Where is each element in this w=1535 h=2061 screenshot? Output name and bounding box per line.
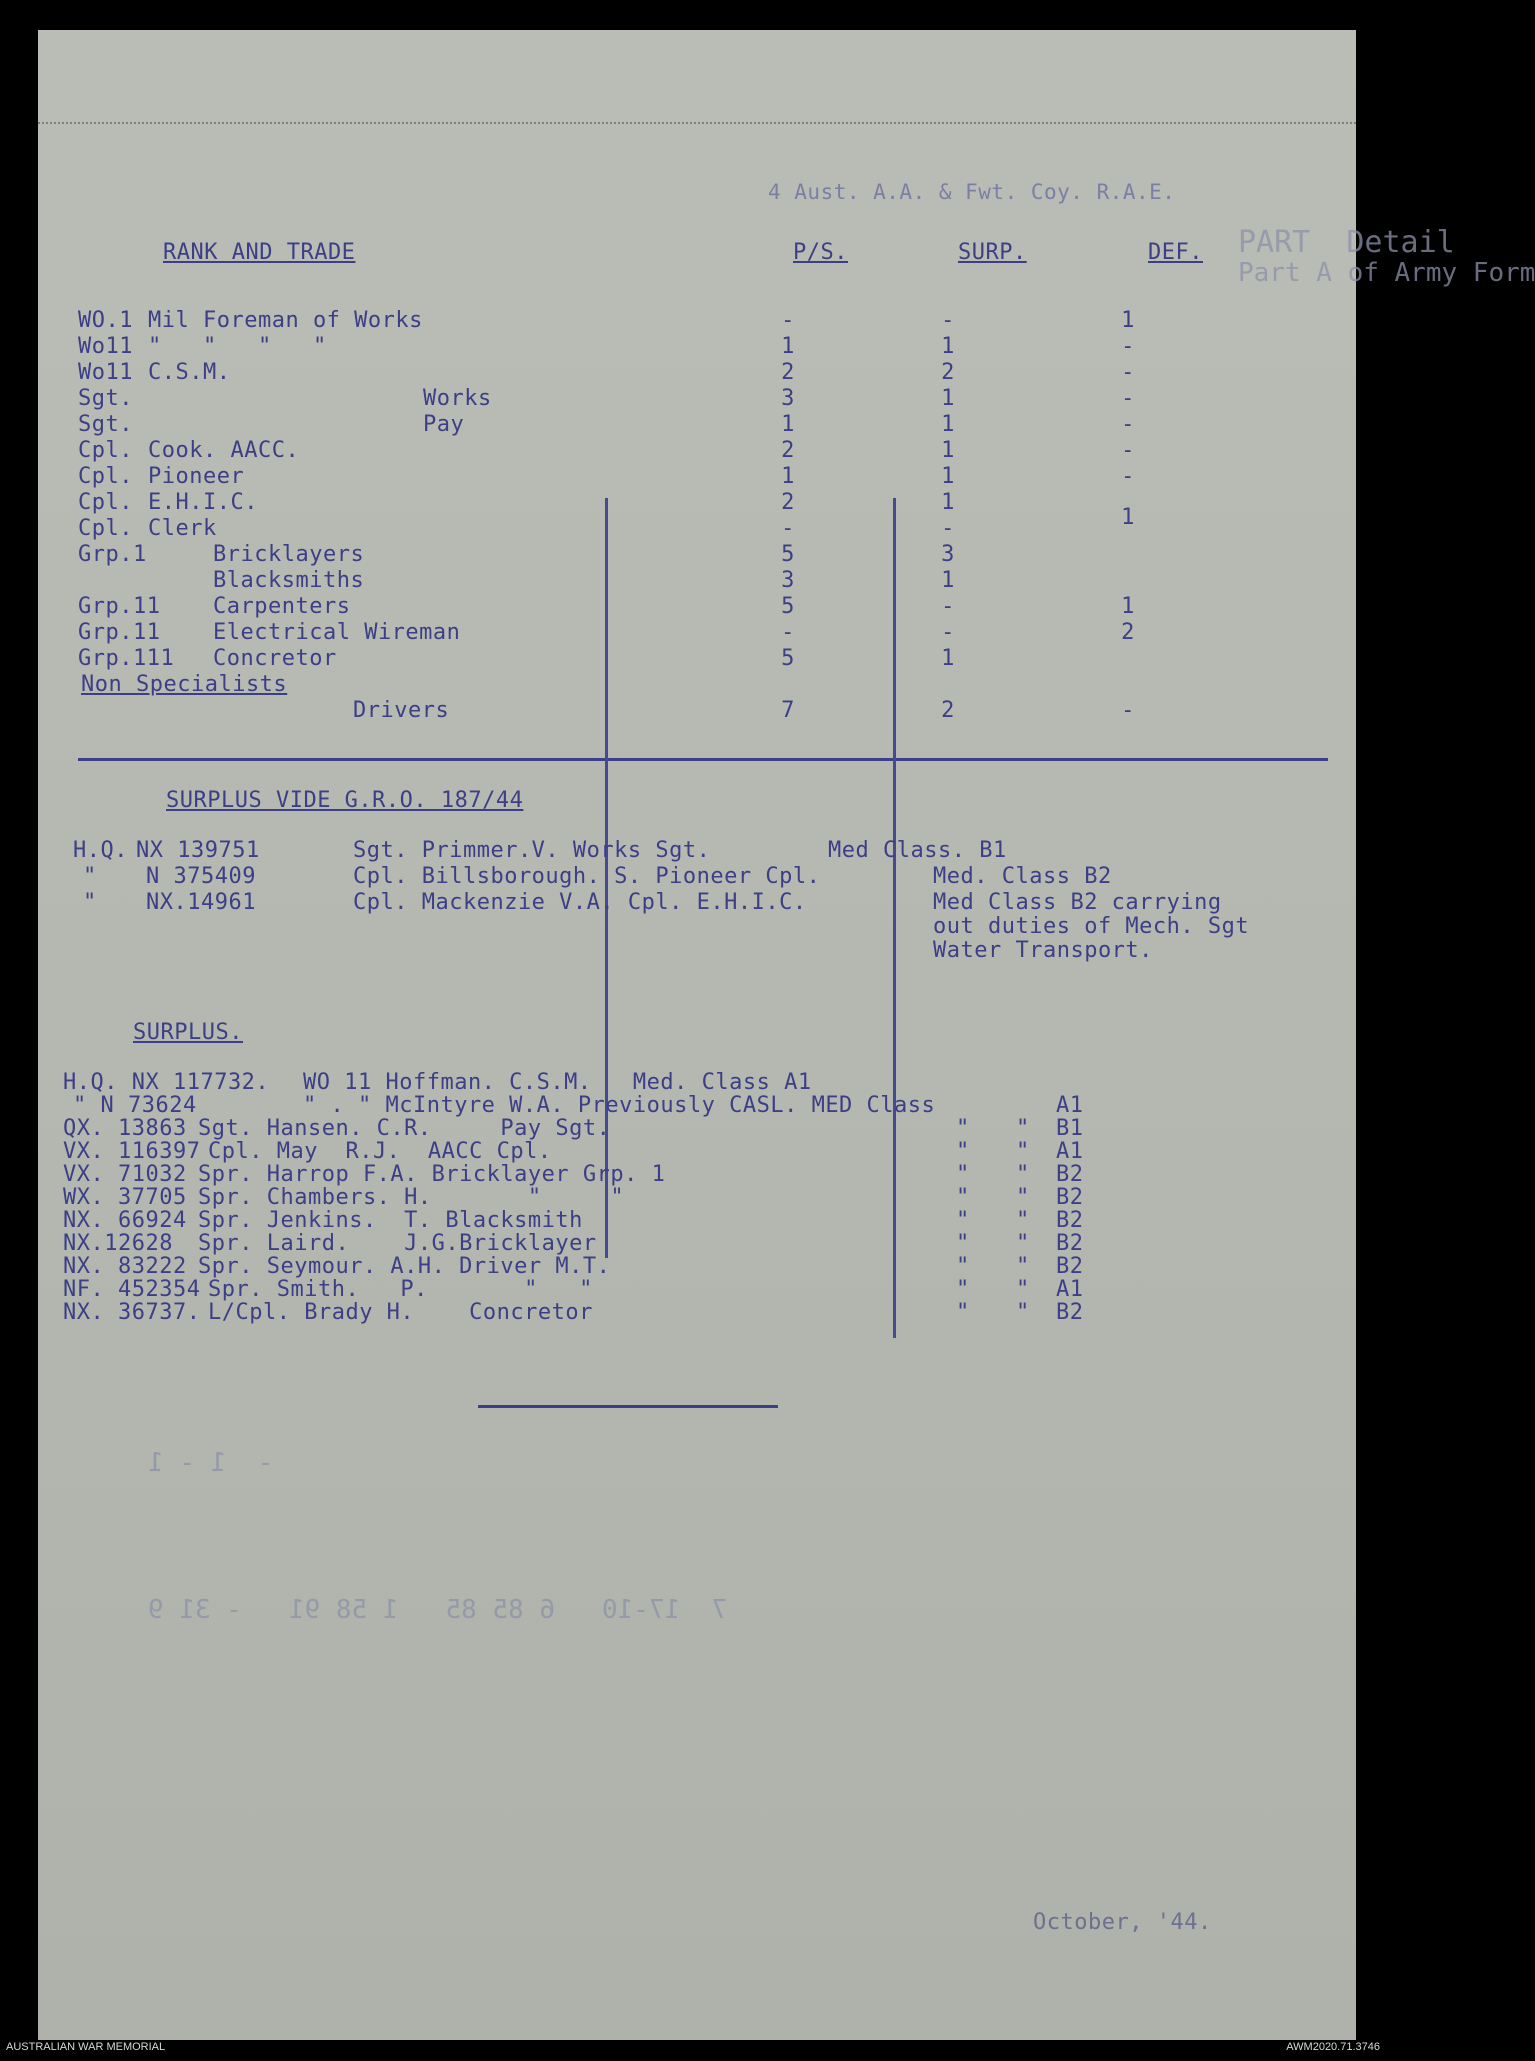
row-rank: Grp.11 [78, 620, 161, 645]
row-ps: 2 [781, 360, 795, 385]
row-rank: Grp.11 [78, 594, 161, 619]
ditto-mark: " [956, 1116, 970, 1141]
medical-class: Med. Class B2 [933, 864, 1112, 889]
section-rule [478, 1405, 778, 1408]
row-rank: Wo11 [78, 334, 133, 359]
entry-text: Cpl. May R.J. AACC Cpl. [208, 1139, 552, 1164]
row-def: 1 [1121, 308, 1135, 333]
entry-text: Spr. Smith. P. " " [208, 1277, 593, 1302]
service-number: " N 73624 [73, 1093, 197, 1118]
row-surp: 3 [941, 542, 955, 567]
row-surp: 1 [941, 438, 955, 463]
entry-text: Spr. Laird. J.G.Bricklayer [198, 1231, 597, 1256]
section-rule [78, 758, 1328, 761]
medical-class: B2 [1056, 1300, 1084, 1325]
medical-class: Med Class B2 carrying [933, 890, 1222, 915]
row-surp: 1 [941, 464, 955, 489]
ditto-mark: " [956, 1185, 970, 1210]
row-surp: 2 [941, 698, 955, 723]
ghost-text: 7 17-10 6 85 85 1 58 91 - 31 9 [148, 1595, 728, 1625]
row-trade: Electrical Wireman [213, 620, 461, 645]
column-def: DEF. [1148, 240, 1203, 265]
row-rank: Cpl. [78, 490, 133, 515]
section-title: SURPLUS VIDE G.R.O. 187/44 [166, 788, 524, 813]
service-number: H.Q. NX 117732. [63, 1070, 270, 1095]
service-number: NX 139751 [136, 838, 260, 863]
entry-text: " . " McIntyre W.A. Previously CASL. MED Class [303, 1093, 936, 1118]
entry-text: Cpl. Billsborough. S. Pioneer Cpl. [353, 864, 821, 889]
row-rank: Sgt. [78, 386, 133, 411]
row-trade: Works [423, 386, 492, 411]
medical-class: A1 [1056, 1139, 1084, 1164]
row-def: - [1121, 386, 1135, 411]
ghost-text: - 1 - 1 [148, 1448, 274, 1478]
service-number: NX.14961 [146, 890, 256, 915]
row-surp: 1 [941, 490, 955, 515]
row-rank: Sgt. [78, 412, 133, 437]
ditto-mark: " [1016, 1300, 1030, 1325]
row-rank: Cpl. [78, 438, 133, 463]
row-rank: Grp.1 [78, 542, 147, 567]
row-trade: Concretor [213, 646, 337, 671]
row-def: - [1121, 334, 1135, 359]
ditto-mark: " [1016, 1277, 1030, 1302]
ditto-mark: " [1016, 1116, 1030, 1141]
row-surp: 2 [941, 360, 955, 385]
unit-label: " [83, 864, 97, 889]
ditto-mark: " [956, 1139, 970, 1164]
row-ps: 1 [781, 464, 795, 489]
row-trade: Mil Foreman of Works [148, 308, 423, 333]
ditto-mark: " [1016, 1139, 1030, 1164]
row-def: - [1121, 464, 1135, 489]
service-number: QX. 13863 [63, 1116, 187, 1141]
row-ps: - [781, 620, 795, 645]
ghost-text: Part A of Army Form [1238, 258, 1535, 288]
row-ps: 5 [781, 594, 795, 619]
medical-class: B2 [1056, 1185, 1084, 1210]
ditto-mark: " [956, 1277, 970, 1302]
row-ps: 2 [781, 438, 795, 463]
entry-text: Spr. Harrop F.A. Bricklayer Grp. 1 [198, 1162, 666, 1187]
medical-class: B2 [1056, 1208, 1084, 1233]
row-trade: Blacksmiths [213, 568, 365, 593]
row-ps: 2 [781, 490, 795, 515]
archive-reference: AWM2020.71.3746 [1286, 2041, 1380, 2053]
service-number: NX. 83222 [63, 1254, 187, 1279]
unit-label: H.Q. [73, 838, 128, 863]
row-rank: Grp.111 [78, 646, 175, 671]
row-ps: 3 [781, 568, 795, 593]
medical-class: B2 [1056, 1162, 1084, 1187]
medical-class: A1 [1056, 1277, 1084, 1302]
medical-class: A1 [1056, 1093, 1084, 1118]
row-ps: - [781, 516, 795, 541]
row-surp: 1 [941, 646, 955, 671]
service-number: NX. 36737. [63, 1300, 201, 1325]
service-number: WX. 37705 [63, 1185, 187, 1210]
row-def: 2 [1121, 620, 1135, 645]
row-def: - [1121, 438, 1135, 463]
row-trade: E.H.I.C. [148, 490, 258, 515]
row-ps: 5 [781, 542, 795, 567]
perforation-line [38, 122, 1356, 124]
row-trade: C.S.M. [148, 360, 231, 385]
row-def: 1 [1121, 594, 1135, 619]
date-text: October, '44. [1033, 1910, 1212, 1935]
ditto-mark: " [1016, 1208, 1030, 1233]
row-rank: Cpl. [78, 464, 133, 489]
service-number: NF. 452354 [63, 1277, 201, 1302]
service-number: N 375409 [146, 864, 256, 889]
unit-header: 4 Aust. A.A. & Fwt. Coy. R.A.E. [768, 180, 1176, 204]
row-surp: - [941, 308, 955, 333]
row-ps: 3 [781, 386, 795, 411]
service-number: NX.12628 [63, 1231, 173, 1256]
row-def: - [1121, 412, 1135, 437]
row-def: 1 [1121, 505, 1135, 530]
entry-text: Spr. Seymour. A.H. Driver M.T. [198, 1254, 611, 1279]
column-rank-trade: RANK AND TRADE [163, 240, 356, 265]
archive-credit: AUSTRALIAN WAR MEMORIAL [6, 2041, 166, 2053]
ghost-text: PART Detail [1238, 225, 1455, 260]
ditto-mark: " [1016, 1185, 1030, 1210]
row-ps: 5 [781, 646, 795, 671]
ditto-mark: " [956, 1231, 970, 1256]
medical-class: Med Class. B1 [828, 838, 1007, 863]
column-surp: SURP. [958, 240, 1027, 265]
section-title: SURPLUS. [133, 1020, 243, 1045]
service-number: NX. 66924 [63, 1208, 187, 1233]
row-trade: Clerk [148, 516, 217, 541]
document-page [38, 30, 1535, 2040]
ditto-mark: " [956, 1300, 970, 1325]
row-surp: - [941, 620, 955, 645]
vertical-rule [893, 498, 896, 1338]
ditto-mark: " [1016, 1254, 1030, 1279]
row-def: - [1121, 698, 1135, 723]
entry-text: Spr. Chambers. H. " " [198, 1185, 625, 1210]
row-trade: Pay [423, 412, 465, 437]
row-rank: WO.1 [78, 308, 133, 333]
row-trade: Non Specialists [81, 672, 288, 697]
row-ps: 1 [781, 334, 795, 359]
row-trade: Carpenters [213, 594, 351, 619]
row-rank: Cpl. [78, 516, 133, 541]
entry-text: WO 11 Hoffman. C.S.M. Med. Class A1 [303, 1070, 812, 1095]
row-ps: - [781, 308, 795, 333]
row-trade: " " " " [148, 334, 327, 359]
ditto-mark: " [956, 1254, 970, 1279]
entry-text: Cpl. Mackenzie V.A. Cpl. E.H.I.C. [353, 890, 807, 915]
entry-text: Spr. Jenkins. T. Blacksmith [198, 1208, 583, 1233]
ditto-mark: " [1016, 1162, 1030, 1187]
row-ps: 7 [781, 698, 795, 723]
row-trade: Bricklayers [213, 542, 365, 567]
row-surp: - [941, 594, 955, 619]
unit-label: " [83, 890, 97, 915]
entry-text: Sgt. Primmer.V. Works Sgt. [353, 838, 711, 863]
row-surp: 1 [941, 412, 955, 437]
entry-text: Sgt. Hansen. C.R. Pay Sgt. [198, 1116, 611, 1141]
row-ps: 1 [781, 412, 795, 437]
medical-class: B2 [1056, 1231, 1084, 1256]
row-surp: 1 [941, 568, 955, 593]
service-number: VX. 116397 [63, 1139, 201, 1164]
row-trade: Drivers [353, 698, 450, 723]
entry-text: L/Cpl. Brady H. Concretor [208, 1300, 593, 1325]
row-surp: 1 [941, 334, 955, 359]
column-ps: P/S. [793, 240, 848, 265]
ditto-mark: " [956, 1162, 970, 1187]
medical-class: B2 [1056, 1254, 1084, 1279]
note-line: Water Transport. [933, 938, 1153, 963]
row-surp: 1 [941, 386, 955, 411]
row-trade: Pioneer [148, 464, 245, 489]
row-trade: Cook. AACC. [148, 438, 300, 463]
row-def: - [1121, 360, 1135, 385]
row-surp: - [941, 516, 955, 541]
service-number: VX. 71032 [63, 1162, 187, 1187]
row-rank: Wo11 [78, 360, 133, 385]
ditto-mark: " [956, 1208, 970, 1233]
ditto-mark: " [1016, 1231, 1030, 1256]
medical-class: B1 [1056, 1116, 1084, 1141]
note-line: out duties of Mech. Sgt [933, 914, 1250, 939]
